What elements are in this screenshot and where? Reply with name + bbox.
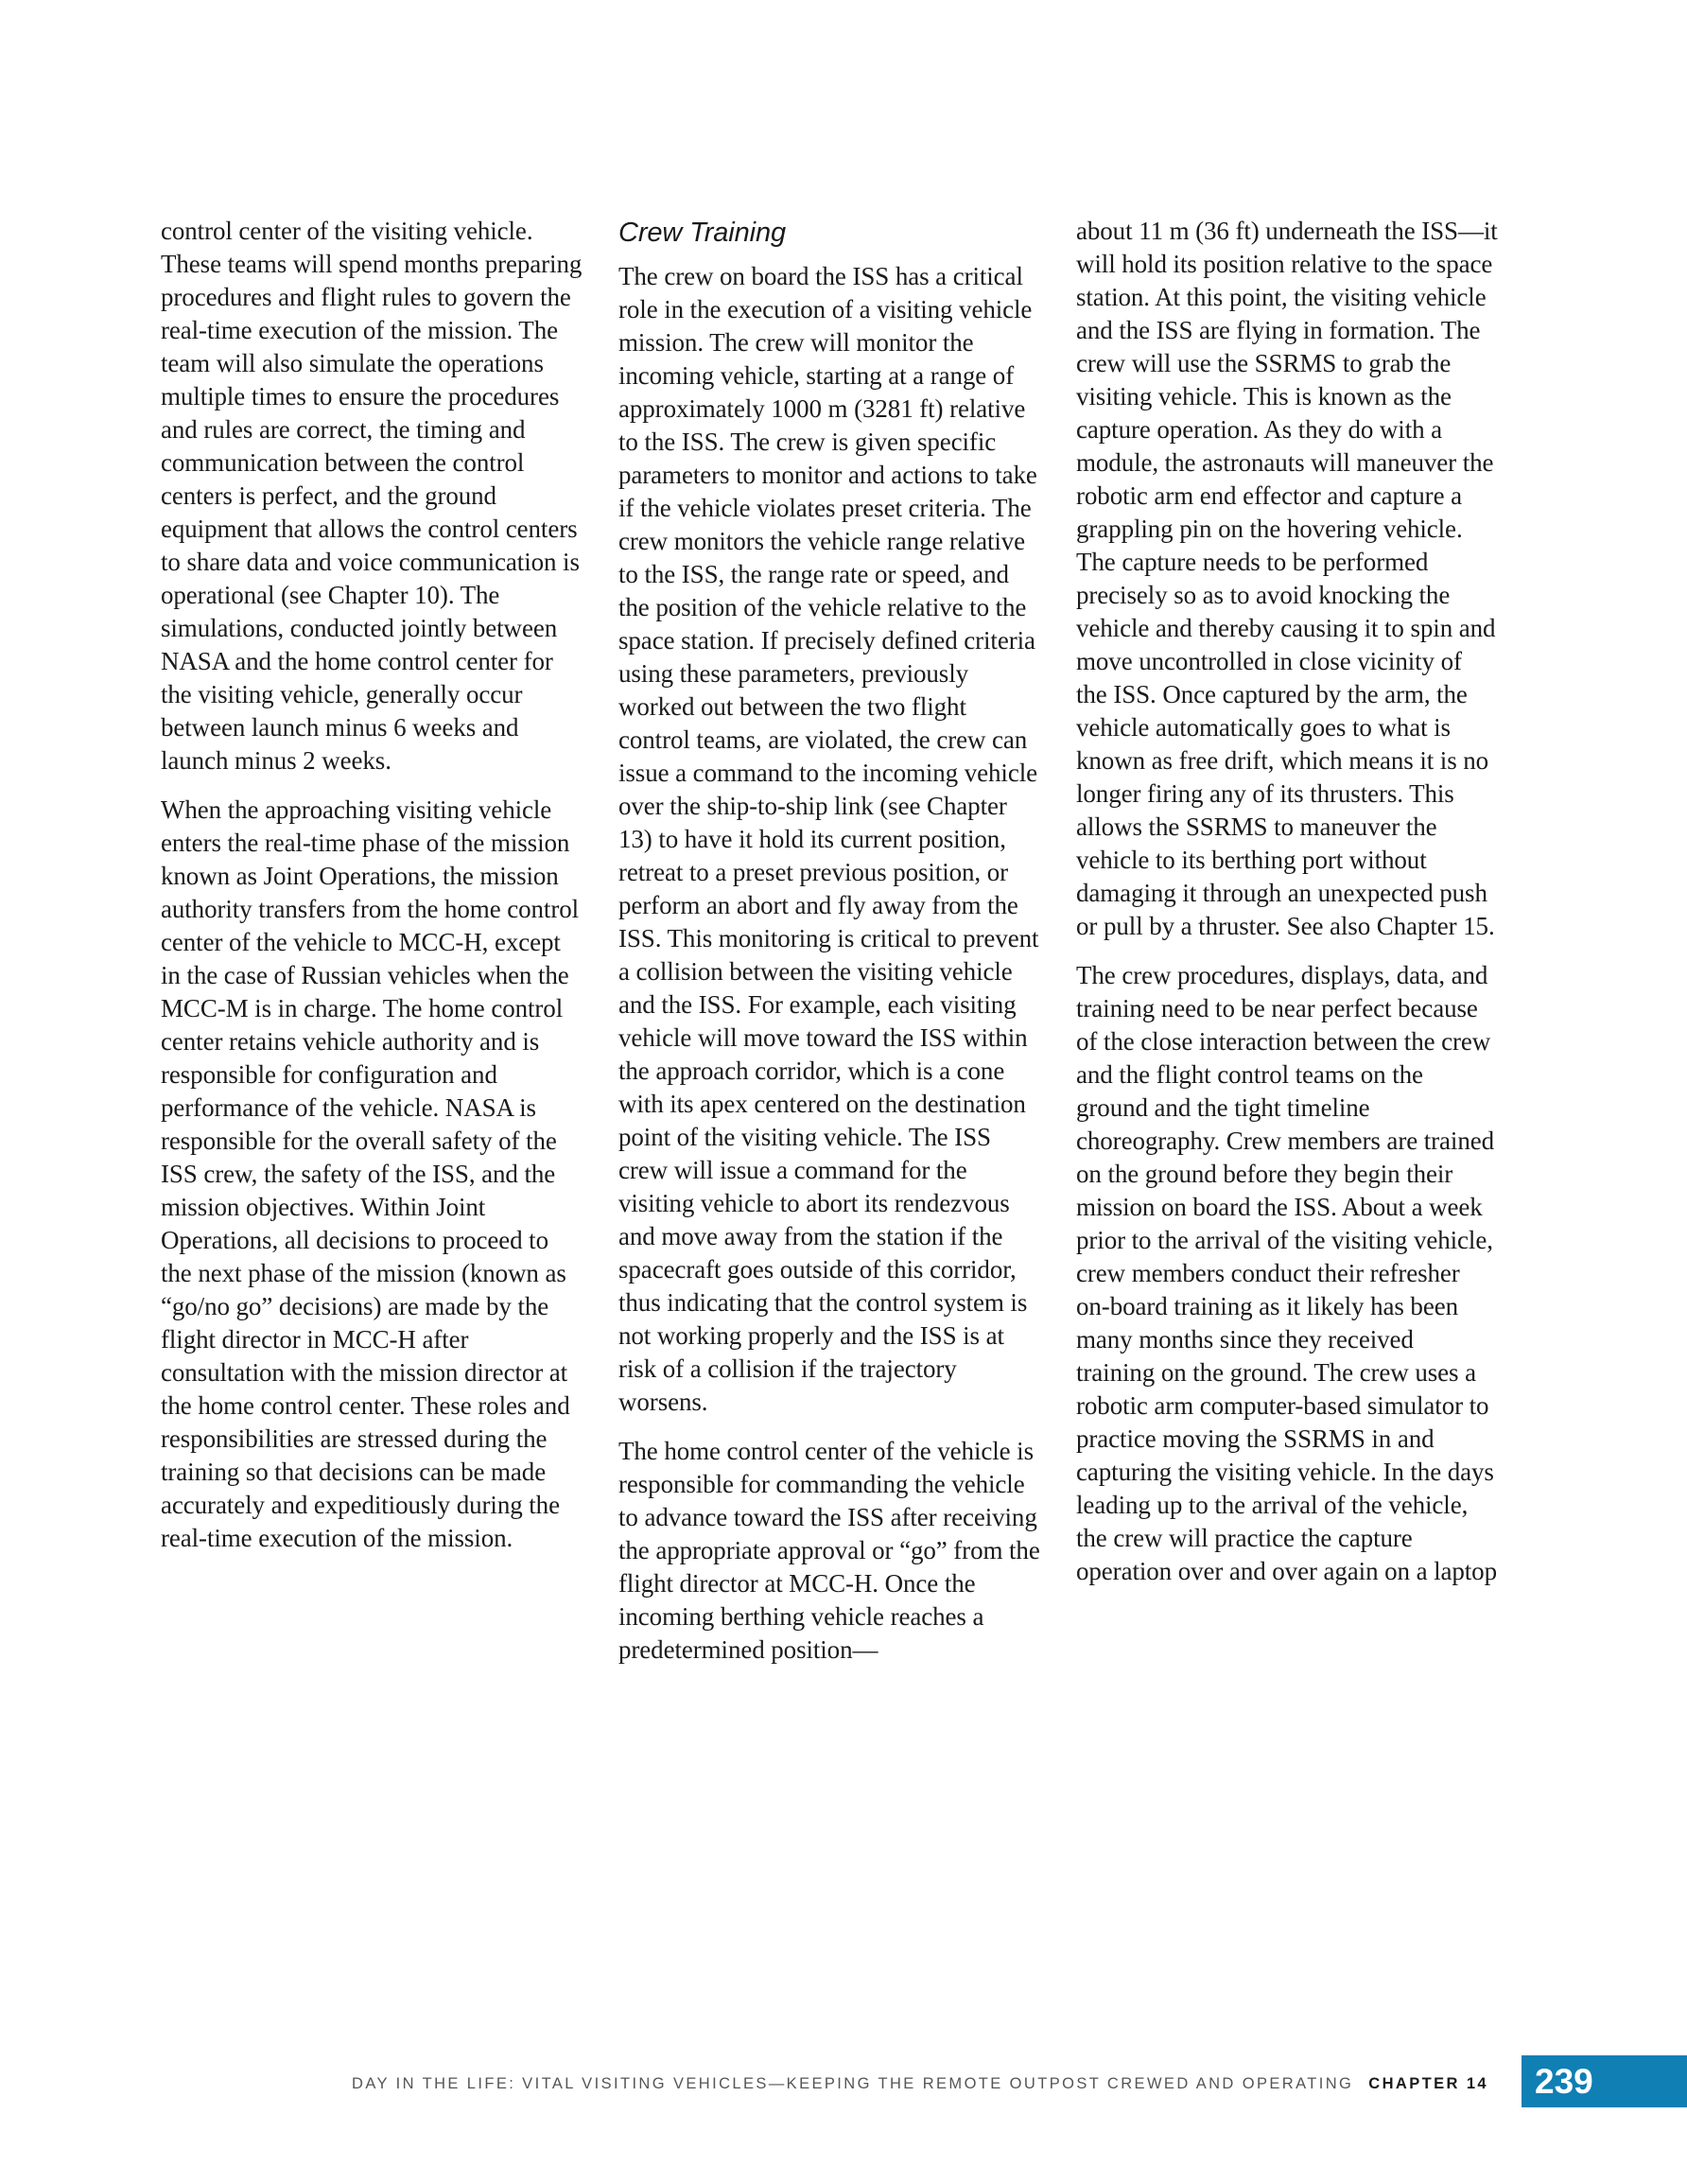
body-paragraph: When the approaching visiting vehicle enters the real-time phase of the mission known as Joint Operations, the mission authority transfers from the home control center of the vehicle to MCC-H, except in the case of Russian vehicles when the MCC-M is in charge. The home control center retains vehicle authority and is responsible for configuration and performance of the vehicle. NASA is responsible for the overall safety of the ISS crew, the safety of the ISS, and the mission objectives. Within Joint Operations, all decisions to proceed to the next phase of the mission (known as “go/no go” decisions) are made by the flight director in MCC-H after consultation with the mission director at the home control center. These roles and responsibilities are stressed during the training so that decisions can be made accurately and expeditiously during the real-time execution of the mission. — [161, 795, 580, 1552]
body-paragraph: The crew procedures, displays, data, and training need to be near perfect because of the close interaction between the crew and the flight control teams on the ground and the tight timeline choreography. Crew members are trained on the ground before they begin their mission on board the ISS. About a week prior to the arrival of the visiting vehicle, crew members conduct their refresher on-board training as it likely has been many months since they received training on the ground. The crew uses a robotic arm computer-based simulator to practice moving the SSRMS in and capturing the visiting vehicle. In the days leading up to the arrival of the vehicle, the crew will practice the capture operation over and over again on a laptop — [1076, 961, 1497, 1585]
page-number: 239 — [1535, 2062, 1593, 2101]
text-column-left — [161, 215, 583, 1571]
body-paragraph: about 11 m (36 ft) underneath the ISS—it will hold its position relative to the space station. At this point, the visiting vehicle and the ISS are flying in formation. The crew will use the SSRMS to grab the visiting vehicle. This is known as the capture operation. As they do with a module, the astronauts will maneuver the robotic arm end effector and capture a grappling pin on the hovering vehicle. The capture needs to be performed precisely so as to avoid knocking the vehicle and thereby causing it to spin and move uncontrolled in close vicinity of the ISS. Once captured by the arm, the vehicle automatically goes to what is known as free drift, which means it is no longer firing any of its thrusters. This allows the SSRMS to maneuver the vehicle to its berthing port without damaging it through an unexpected push or pull by a thruster. See also Chapter 15. — [1076, 217, 1498, 940]
page-footer — [352, 2074, 1488, 2093]
section-heading: Crew Training — [618, 218, 787, 248]
body-paragraph: The crew on board the ISS has a critical role in the execution of a visiting vehicle mission. The crew will monitor the incoming vehicle, starting at a range of approximately 1000 m (3281 ft) relative to the ISS. The crew is given specific parameters to monitor and actions to take if the vehicle violates preset criteria. The crew monitors the vehicle range relative to the ISS, the range rate or speed, and the position of the vehicle relative to the space station. If precisely defined criteria using these parameters, previously worked out between the two flight control teams, are violated, the crew can issue a command to the incoming vehicle over the ship-to-ship link (see Chapter 13) to have it hold its current position, retreat to a preset previous position, or perform an abort and fly away from the ISS. This monitoring is critical to prevent a collision between the visiting vehicle and the ISS. For example, each visiting vehicle will move toward the ISS within the approach corridor, which is a cone with its apex centered on the destination point of the visiting vehicle. The ISS crew will issue a command for the visiting vehicle to abort its rendezvous and move away from the station if the spacecraft goes outside of this corridor, thus indicating that the control system is not working properly and the ISS is at risk of a collision if the trajectory worsens. — [618, 262, 1039, 1416]
body-paragraph: control center of the visiting vehicle. These teams will spend months preparing procedures and flight rules to govern the real-time execution of the mission. The team will also simulate the operations multiple times to ensure the procedures and rules are correct, the timing and communication between the control centers is perfect, and the ground equipment that allows the control centers to share data and voice communication is operational (see Chapter 10). The simulations, conducted jointly between NASA and the home control center for the visiting vehicle, generally occur between launch minus 6 weeks and launch minus 2 weeks. — [161, 217, 583, 775]
body-paragraph: The home control center of the vehicle is responsible for commanding the vehicle to advance toward the ISS after receiving the appropriate approval or “go” from the flight director at MCC-H. Once the incoming berthing vehicle reaches a predetermined position— — [618, 1437, 1040, 1664]
text-column-middle — [618, 215, 1040, 1683]
text-column-right — [1076, 215, 1498, 1604]
chapter-label: CHAPTER 14 — [1368, 2075, 1488, 2092]
page-number-tab — [1522, 2055, 1687, 2107]
running-title: DAY IN THE LIFE: VITAL VISITING VEHICLES—KEEPING THE REMOTE OUTPOST CREWED AND OPERATING — [352, 2075, 1354, 2092]
